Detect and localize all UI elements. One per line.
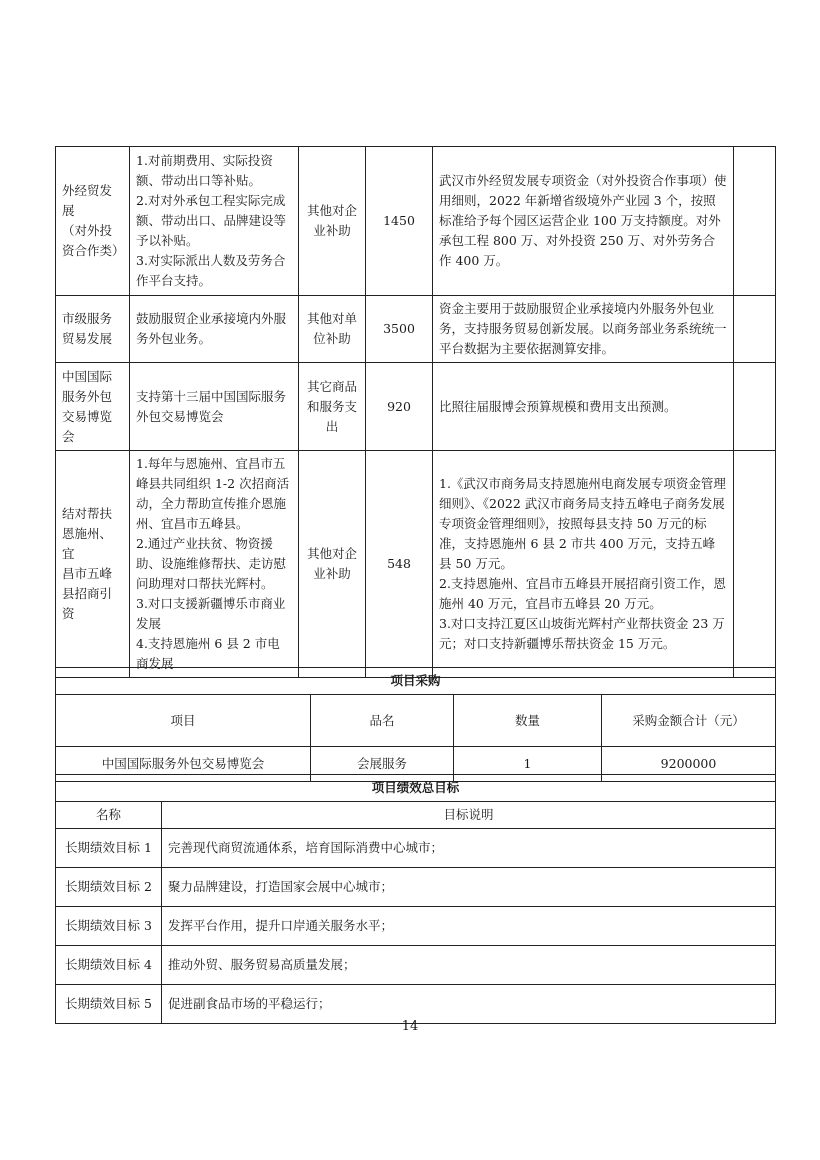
- fund-content: 1.每年与恩施州、宜昌市五峰县共同组织 1-2 次招商活动，全力帮助宣传推介恩施州、宜昌市五峰县。 2.通过产业扶贫、物资援助、设施维修帮扶、走访慰问助理对口帮扶光辉村。 3.对口支援新疆博乐市商业发展 4.支持恩施州 6 县 2 市电商发展: [130, 451, 299, 678]
- fund-note: [734, 451, 776, 678]
- fund-content: 1.对前期费用、实际投资额、带动出口等补贴。 2.对对外承包工程实际完成额、带动出口、品牌建设等予以补贴。 3.对实际派出人数及劳务合作平台支持。: [130, 147, 299, 296]
- procurement-header: 项目: [56, 695, 311, 747]
- fund-name: 外经贸发 展 （对外投 资合作类）: [56, 147, 130, 296]
- fund-amount: 1450: [366, 147, 433, 296]
- performance-goals-table: [55, 774, 776, 1024]
- fund-amount: 548: [366, 451, 433, 678]
- procurement-cell: 会展服务: [311, 747, 454, 782]
- procurement-title: 项目采购: [56, 668, 776, 695]
- fund-name: 市级服务 贸易发展: [56, 296, 130, 363]
- procurement-header: 品名: [311, 695, 454, 747]
- fund-basis: 1.《武汉市商务局支持恩施州电商发展专项资金管理细则》、《2022 武汉市商务局支持五峰电子商务发展专项资金管理细则》，按照每县支持 50 万元的标准，支持恩施州 6 县 2 市共 400 万元，支持五峰县 50 万元。 2.支持恩施州、宜昌市五峰县开展招商引资工作，恩施州 40 万元，宜昌市五峰县 20 万元。 3.对口支持江夏区山坡街光辉村产业帮扶资金 23 万元；对口支持新疆博乐帮扶资金 15 万元。: [433, 451, 734, 678]
- fund-amount: 3500: [366, 296, 433, 363]
- fund-amount: 920: [366, 363, 433, 451]
- procurement-header: 数量: [454, 695, 602, 747]
- fund-type: 其他对企 业补助: [299, 147, 366, 296]
- fund-name: 结对帮扶 恩施州、宜 昌市五峰 县招商引 资: [56, 451, 130, 678]
- procurement-header-row: [56, 695, 776, 747]
- fund-row: [56, 147, 776, 296]
- goal-description: 聚力品牌建设，打造国家会展中心城市；: [162, 868, 776, 907]
- procurement-cell: 1: [454, 747, 602, 782]
- fund-row: [56, 451, 776, 678]
- fund-note: [734, 363, 776, 451]
- fund-detail-table: [55, 146, 776, 678]
- goal-row: [56, 946, 776, 985]
- goal-description: 完善现代商贸流通体系，培育国际消费中心城市；: [162, 829, 776, 868]
- goal-description: 发挥平台作用，提升口岸通关服务水平；: [162, 907, 776, 946]
- fund-type: 其他对单 位补助: [299, 296, 366, 363]
- goals-header-row: [56, 802, 776, 829]
- goals-title: 项目绩效总目标: [56, 775, 776, 802]
- goal-row: [56, 868, 776, 907]
- fund-basis: 武汉市外经贸发展专项资金（对外投资合作事项）使用细则，2022 年新增省级境外产业园 3 个，按照标准给予每个园区运营企业 100 万支持额度。对外承包工程 800 万、对外投资 250 万、对外劳务合作 400 万。: [433, 147, 734, 296]
- goal-row: [56, 985, 776, 1024]
- fund-basis: 比照往届服博会预算规模和费用支出预测。: [433, 363, 734, 451]
- fund-basis: 资金主要用于鼓励服贸企业承接境内外服务外包业务，支持服务贸易创新发展。以商务部业务系统统一平台数据为主要依据测算安排。: [433, 296, 734, 363]
- fund-content: 支持第十三届中国国际服务外包交易博览会: [130, 363, 299, 451]
- goals-header: 名称: [56, 802, 162, 829]
- goal-name: 长期绩效目标 5: [56, 985, 162, 1024]
- procurement-cell: 9200000: [602, 747, 776, 782]
- goal-description: 推动外贸、服务贸易高质量发展；: [162, 946, 776, 985]
- goal-description: 促进副食品市场的平稳运行；: [162, 985, 776, 1024]
- goal-name: 长期绩效目标 1: [56, 829, 162, 868]
- fund-row: [56, 363, 776, 451]
- goal-name: 长期绩效目标 4: [56, 946, 162, 985]
- procurement-cell: 中国国际服务外包交易博览会: [56, 747, 311, 782]
- procurement-table: [55, 667, 776, 782]
- fund-content: 鼓励服贸企业承接境内外服务外包业务。: [130, 296, 299, 363]
- goal-name: 长期绩效目标 3: [56, 907, 162, 946]
- page-number: 14: [401, 1019, 419, 1034]
- fund-note: [734, 147, 776, 296]
- fund-type: 其它商品 和服务支 出: [299, 363, 366, 451]
- fund-name: 中国国际 服务外包 交易博览 会: [56, 363, 130, 451]
- goal-row: [56, 829, 776, 868]
- procurement-header: 采购金额合计（元）: [602, 695, 776, 747]
- fund-row: [56, 296, 776, 363]
- fund-note: [734, 296, 776, 363]
- goal-name: 长期绩效目标 2: [56, 868, 162, 907]
- fund-type: 其他对企 业补助: [299, 451, 366, 678]
- goals-header: 目标说明: [162, 802, 776, 829]
- goal-row: [56, 907, 776, 946]
